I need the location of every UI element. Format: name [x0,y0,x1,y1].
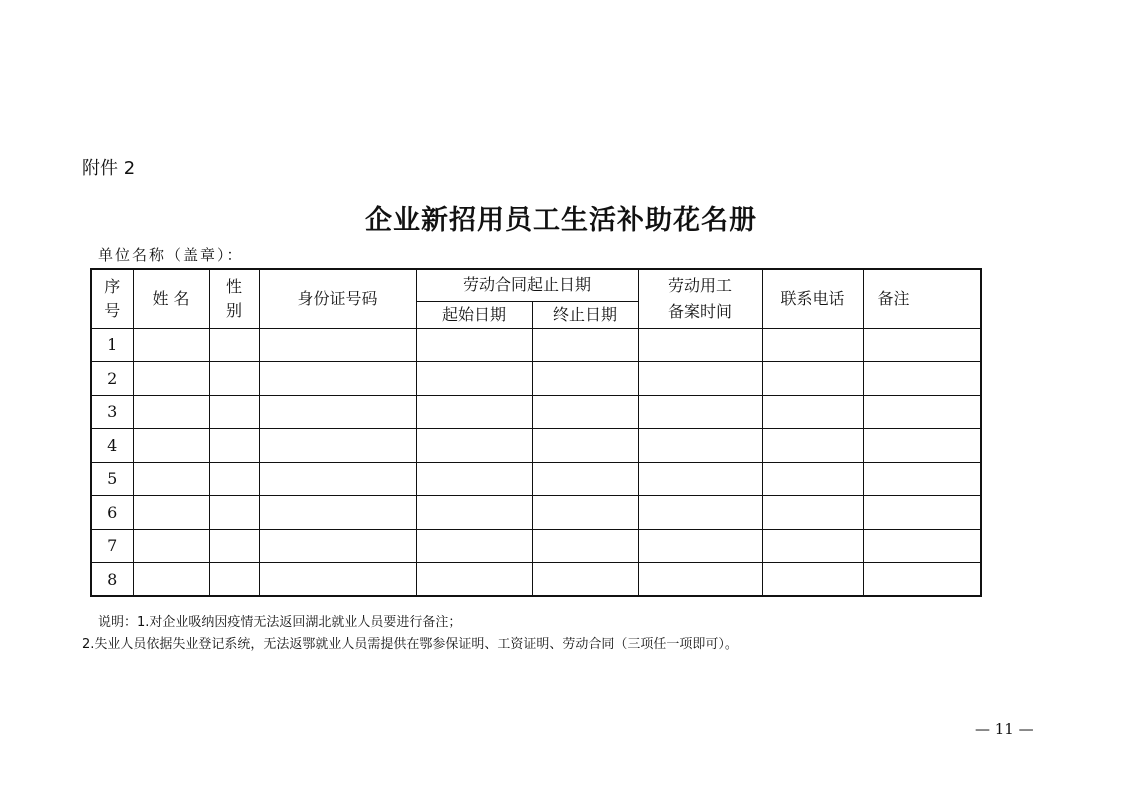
table-row [91,395,981,429]
header-filing-time: 劳动用工备案时间 [638,269,762,328]
note-line-1: 说明：1.对企业吸纳因疫情无法返回湖北就业人员要进行备注； [98,615,462,630]
header-name: 姓 名 [133,269,209,328]
document-title: 企业新招用员工生活补助花名册 [365,205,757,236]
row-seq: 3 [91,395,133,429]
row-seq: 4 [91,429,133,463]
header-remarks: 备注 [863,269,981,328]
table-row [91,529,981,563]
employee-roster-table [90,268,982,597]
unit-name-label: 单位名称（盖章）： [98,246,244,264]
header-contract-dates: 劳动合同起止日期 [416,269,638,301]
header-id-number: 身份证号码 [259,269,416,328]
table-row [91,328,981,362]
row-seq: 5 [91,462,133,496]
note-line-2: 2.失业人员依据失业登记系统，无法返鄂就业人员需提供在鄂参保证明、工资证明、劳动合同（三项任一项即可）。 [82,637,738,652]
table-row [91,563,981,597]
table-row [91,429,981,463]
table-row [91,362,981,396]
header-phone: 联系电话 [762,269,863,328]
header-seq: 序号 [91,269,133,328]
header-start-date: 起始日期 [416,301,532,328]
header-end-date: 终止日期 [532,301,638,328]
header-gender: 性别 [209,269,259,328]
table-row [91,462,981,496]
row-seq: 7 [91,529,133,563]
row-seq: 8 [91,563,133,597]
row-seq: 1 [91,328,133,362]
table-row [91,496,981,530]
page-number: — 11 — [975,720,1034,738]
row-seq: 2 [91,362,133,396]
attachment-label: 附件 2 [82,158,136,179]
row-seq: 6 [91,496,133,530]
